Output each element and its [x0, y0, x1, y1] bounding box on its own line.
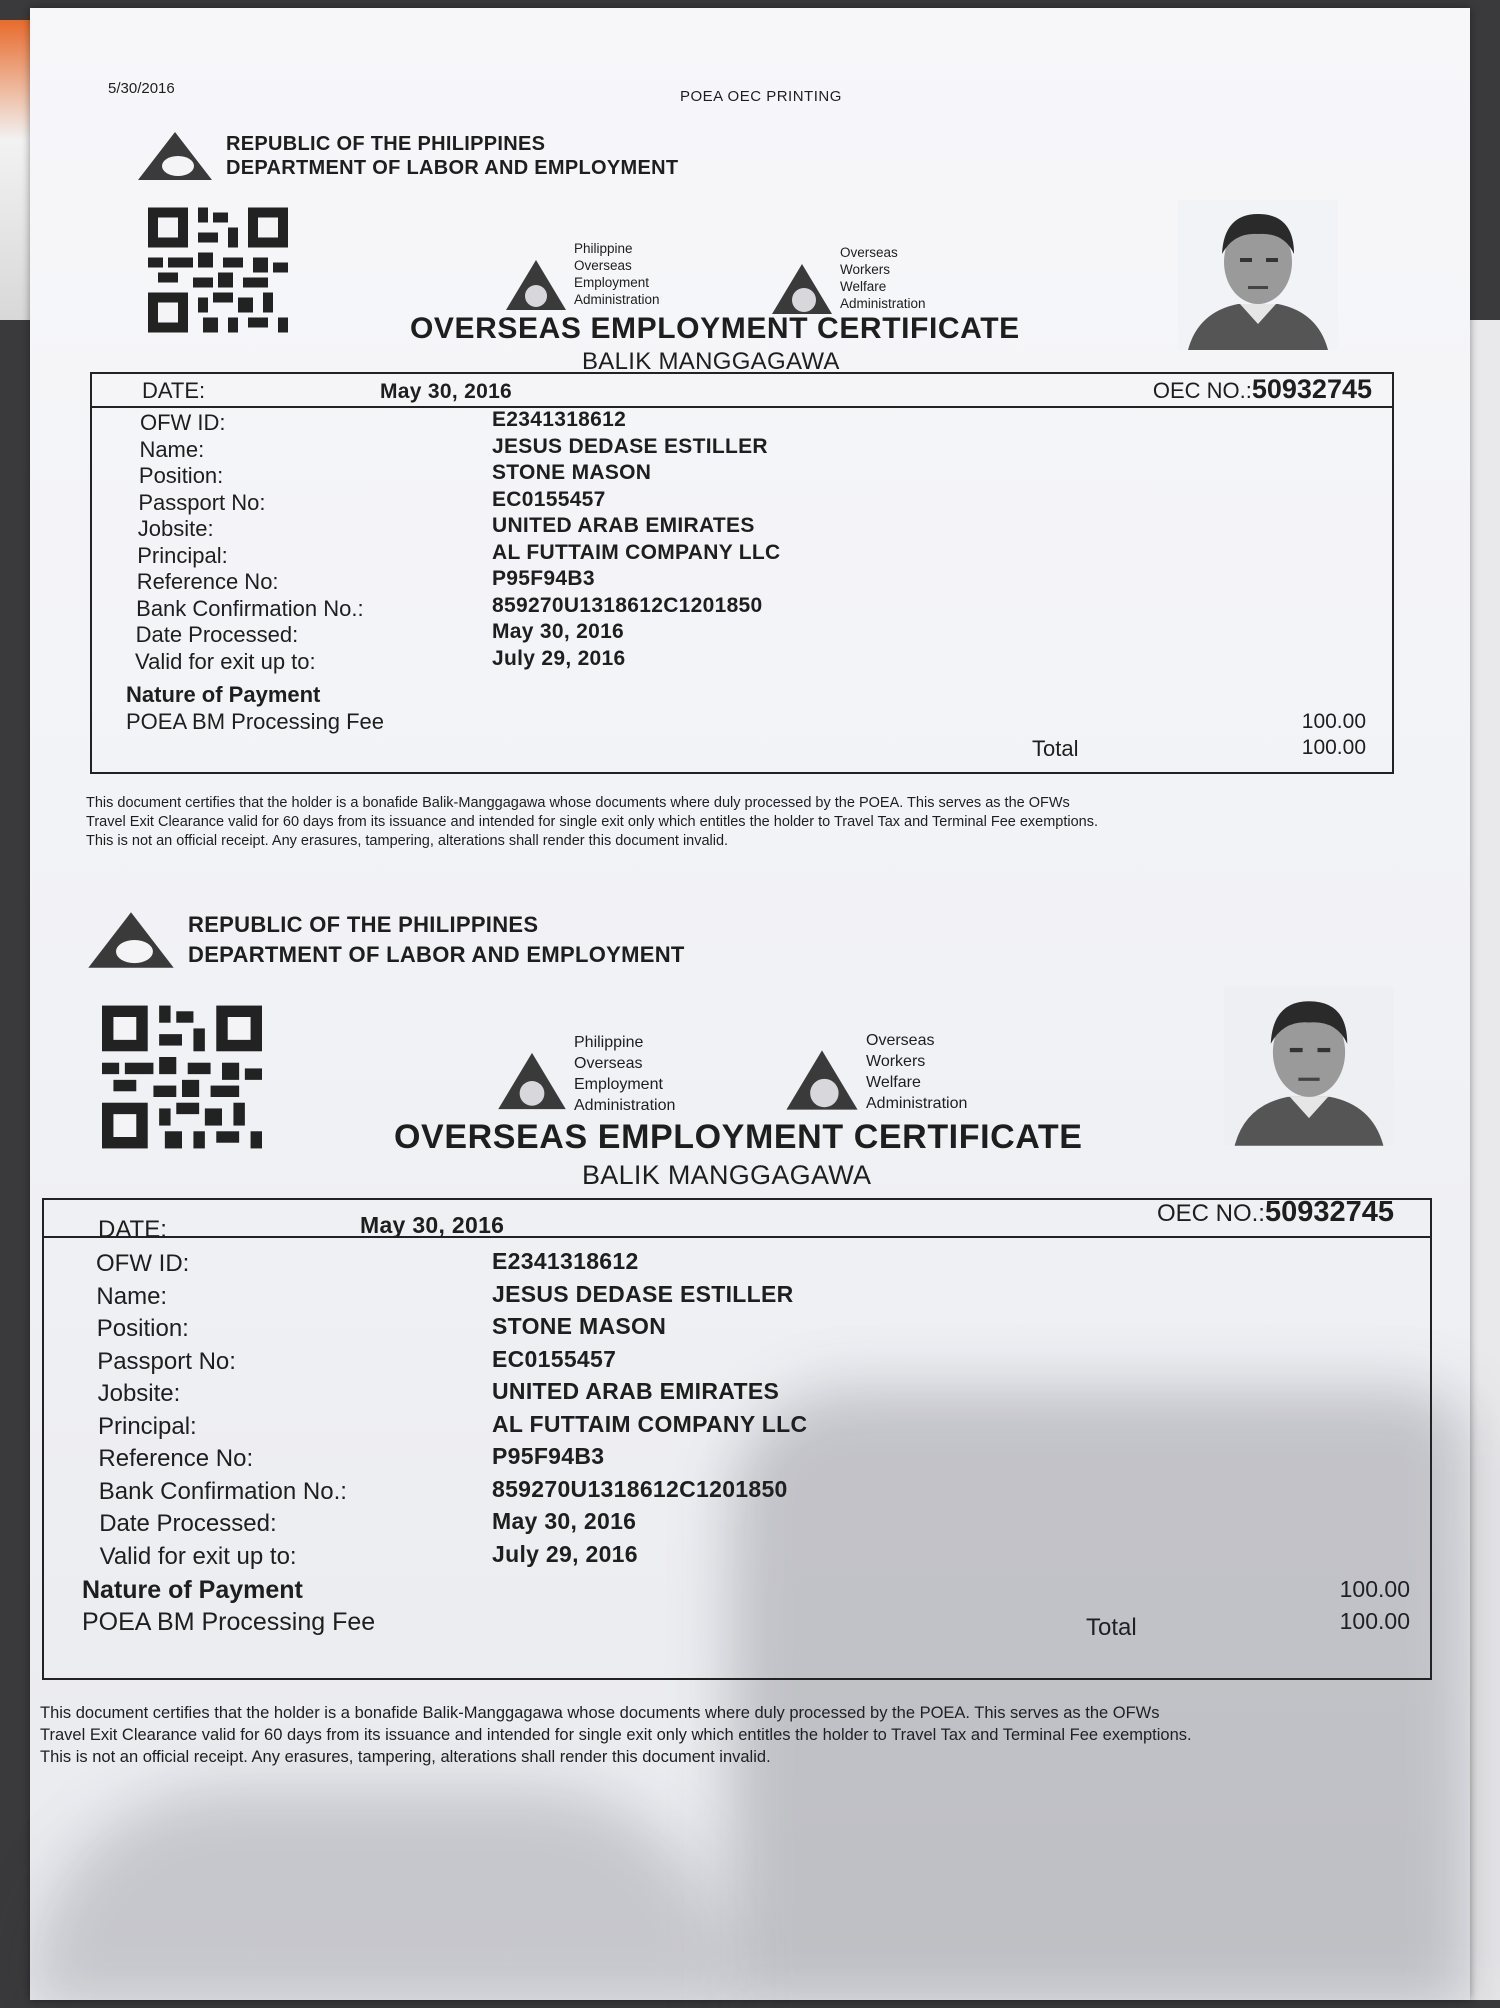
field-value: May 30, 2016: [492, 1508, 637, 1534]
field-label: Bank Confirmation No.:: [98, 1477, 347, 1505]
date-value: May 30, 2016: [380, 380, 513, 403]
dole-name: [226, 132, 678, 180]
oec-label: OEC NO.:: [1156, 1200, 1265, 1227]
notice-line: This is not an official receipt. Any erasures, tampering, alterations shall render this document invalid.: [86, 833, 729, 849]
oec-value: 50932745: [1264, 1196, 1394, 1228]
poea-line: Philippine: [574, 1034, 644, 1051]
dole-logo-icon: [136, 130, 214, 182]
certificate-title: OVERSEAS EMPLOYMENT CERTIFICATE: [394, 1118, 1083, 1156]
total-amount: 100.00: [1339, 1608, 1410, 1634]
poea-line: Employment: [574, 1076, 663, 1093]
qr-code-icon: [148, 206, 288, 334]
notice-line: Travel Exit Clearance valid for 60 days from its issuance and intended for single exit only which entitles the holder to Travel Tax and Terminal Fee exemptions.: [40, 1726, 1192, 1744]
field-label: Position:: [96, 1315, 189, 1342]
field-value: E2341318612: [492, 1248, 639, 1274]
print-title: POEA OEC PRINTING: [680, 88, 842, 105]
owwa-line: Welfare: [866, 1074, 921, 1091]
date-label: DATE:: [98, 1216, 167, 1243]
owwa-line: Workers: [840, 262, 891, 277]
notice-line: This document certifies that the holder is a bonafide Balik-Manggagawa whose documents where duly processed by the POEA. This serves as the OFWs: [86, 795, 1070, 811]
poea-logo-block: [496, 1032, 675, 1116]
poea-line: Philippine: [574, 241, 633, 256]
oec-number: [1153, 374, 1372, 405]
owwa-line: Overseas: [866, 1032, 935, 1049]
owwa-logo-icon: [770, 262, 834, 316]
dole-name: [188, 910, 685, 970]
dole-header: [86, 910, 685, 970]
department-text: DEPARTMENT OF LABOR AND EMPLOYMENT: [226, 157, 679, 179]
date-label: DATE:: [142, 378, 206, 403]
owwa-logo-block: [770, 244, 926, 316]
field-label: Date Processed:: [135, 622, 299, 647]
field-label: OFW ID:: [140, 410, 226, 435]
dole-logo-icon: [86, 910, 176, 970]
fee-amount: 100.00: [1301, 710, 1366, 733]
field-label: Name:: [139, 436, 205, 462]
poea-line: Overseas: [574, 1055, 643, 1072]
owwa-name: [866, 1030, 967, 1114]
nature-of-payment-label: Nature of Payment: [126, 682, 321, 707]
photo-shadow: [730, 1388, 1470, 2008]
field-label: Valid for exit up to:: [135, 648, 316, 674]
total-label: Total: [1086, 1614, 1137, 1641]
total-label: Total: [1032, 736, 1079, 761]
total-amount: 100.00: [1301, 736, 1366, 759]
field-label: Passport No:: [138, 489, 266, 515]
field-value: UNITED ARAB EMIRATES: [492, 1378, 780, 1404]
print-date: 5/30/2016: [108, 80, 175, 97]
field-value: JESUS DEDASE ESTILLER: [492, 1280, 794, 1307]
owwa-line: Overseas: [840, 245, 898, 260]
dole-header: [136, 130, 678, 182]
republic-text: REPUBLIC OF THE PHILIPPINES: [188, 912, 539, 937]
field-value: AL FUTTAIM COMPANY LLC: [492, 1410, 808, 1437]
field-label: Position:: [138, 463, 224, 488]
id-photo: [1178, 200, 1338, 350]
field-label: Date Processed:: [99, 1510, 277, 1537]
date-value: May 30, 2016: [360, 1212, 505, 1238]
owwa-line: Workers: [866, 1053, 926, 1070]
certificate-title: OVERSEAS EMPLOYMENT CERTIFICATE: [410, 312, 1020, 345]
department-text: DEPARTMENT OF LABOR AND EMPLOYMENT: [188, 942, 685, 967]
certificate-details-box: [90, 372, 1394, 774]
owwa-line: Welfare: [840, 279, 887, 294]
field-value: July 29, 2016: [492, 1540, 638, 1567]
certificate-notice: [86, 794, 1098, 851]
field-value: JESUS DEDASE ESTILLER: [492, 434, 768, 458]
field-value: 859270U1318612C1201850: [492, 593, 763, 617]
poea-line: Employment: [574, 275, 650, 290]
notice-line: This is not an official receipt. Any erasures, tampering, alterations shall render this document invalid.: [40, 1748, 771, 1766]
oec-number: [1157, 1196, 1394, 1229]
owwa-logo-icon: [784, 1048, 860, 1112]
fee-label: POEA BM Processing Fee: [126, 709, 384, 734]
certificate-subtitle: BALIK MANGGAGAWA: [582, 1160, 872, 1190]
poea-line: Administration: [574, 1097, 676, 1114]
poea-name: [574, 240, 660, 308]
notice-line: Travel Exit Clearance valid for 60 days from its issuance and intended for single exit only which entitles the holder to Travel Tax and Terminal Fee exemptions.: [86, 814, 1099, 830]
owwa-line: Administration: [866, 1095, 968, 1112]
field-label: Jobsite:: [97, 1380, 181, 1407]
field-value: UNITED ARAB EMIRATES: [492, 514, 755, 537]
owwa-name: [840, 244, 926, 312]
fee-label: POEA BM Processing Fee: [82, 1608, 376, 1636]
id-photo: [1224, 986, 1394, 1146]
document-page: [30, 8, 1470, 2000]
poea-logo-icon: [504, 258, 568, 312]
field-value: P95F94B3: [492, 1443, 605, 1469]
field-label: Reference No:: [98, 1445, 254, 1472]
photo-shadow: [30, 1788, 730, 2008]
poea-name: [574, 1032, 675, 1116]
field-value: EC0155457: [492, 1345, 617, 1372]
field-value: E2341318612: [492, 408, 627, 431]
field-label: Passport No:: [97, 1347, 236, 1375]
field-value: STONE MASON: [492, 461, 652, 484]
owwa-line: Administration: [840, 296, 926, 311]
field-value: EC0155457: [492, 487, 606, 511]
field-value: 859270U1318612C1201850: [492, 1475, 788, 1502]
field-value: P95F94B3: [492, 567, 595, 590]
owwa-logo-block: [784, 1030, 967, 1114]
fee-amount: 100.00: [1339, 1576, 1410, 1602]
oec-value: 50932745: [1251, 374, 1372, 404]
notice-line: This document certifies that the holder is a bonafide Balik-Manggagawa whose documents where duly processed by the POEA. This serves as the OFWs: [40, 1704, 1160, 1722]
certificate-subtitle: BALIK MANGGAGAWA: [582, 348, 840, 375]
field-label: Reference No:: [136, 569, 279, 594]
oec-label: OEC NO.:: [1152, 378, 1252, 403]
field-label: Principal:: [98, 1412, 197, 1440]
qr-code-icon: [102, 1002, 262, 1152]
poea-logo-block: [504, 240, 660, 312]
field-label: Valid for exit up to:: [99, 1542, 297, 1570]
field-value: STONE MASON: [492, 1313, 667, 1339]
poea-line: Administration: [574, 292, 660, 307]
field-label: Jobsite:: [137, 516, 214, 541]
poea-logo-icon: [496, 1050, 568, 1112]
field-label: Bank Confirmation No.:: [136, 595, 364, 621]
poea-line: Overseas: [574, 258, 632, 273]
nature-of-payment-label: Nature of Payment: [82, 1576, 303, 1604]
field-value: July 29, 2016: [492, 646, 626, 670]
field-value: May 30, 2016: [492, 620, 625, 643]
field-label: OFW ID:: [96, 1250, 190, 1277]
field-label: Principal:: [137, 542, 228, 568]
republic-text: REPUBLIC OF THE PHILIPPINES: [226, 133, 546, 155]
field-value: AL FUTTAIM COMPANY LLC: [492, 540, 781, 564]
field-label: Name:: [96, 1282, 168, 1310]
